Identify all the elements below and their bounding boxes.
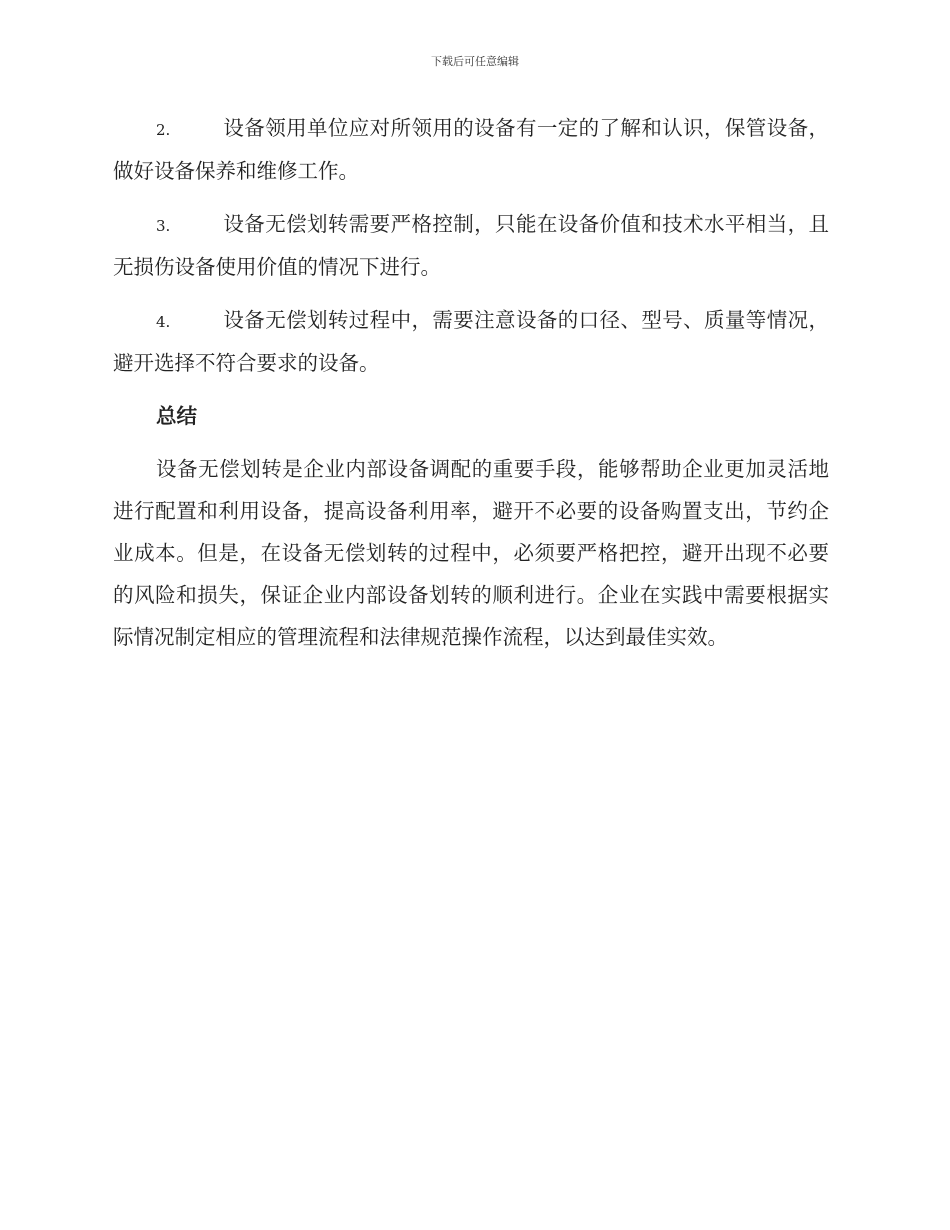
list-number: 2. xyxy=(156,121,171,139)
summary-paragraph: 设备无偿划转是企业内部设备调配的重要手段，能够帮助企业更加灵活地进行配置和利用设备，提高设备利用率，避开不必要的设备购置支出，节约企业成本。但是，在设备无偿划转的过程中，必须要严格把控，避开出现不必要的风险和损失，保证企业内部设备划转的顺利进行。企业在实践中需要根据实际情况制定相应的管理流程和法律规范操作流程，以达到最佳实效。 xyxy=(113,457,829,649)
list-item-4 xyxy=(113,300,829,384)
page-header: 下载后可任意编辑 xyxy=(431,55,519,68)
document-body xyxy=(113,108,829,658)
list-number: 3. xyxy=(156,217,171,235)
list-item-text: 设备领用单位应对所领用的设备有一定的了解和认识，保管设备，做好设备保养和维修工作。 xyxy=(113,116,829,183)
list-item-2 xyxy=(113,108,829,192)
list-item-text: 设备无偿划转过程中，需要注意设备的口径、型号、质量等情况，避开选择不符合要求的设备。 xyxy=(113,308,829,375)
list-item-3 xyxy=(113,204,829,288)
list-item-text: 设备无偿划转需要严格控制，只能在设备价值和技术水平相当，且无损伤设备使用价值的情况下进行。 xyxy=(113,212,829,279)
list-number: 4. xyxy=(156,313,171,331)
section-title-summary: 总结 xyxy=(156,404,197,428)
